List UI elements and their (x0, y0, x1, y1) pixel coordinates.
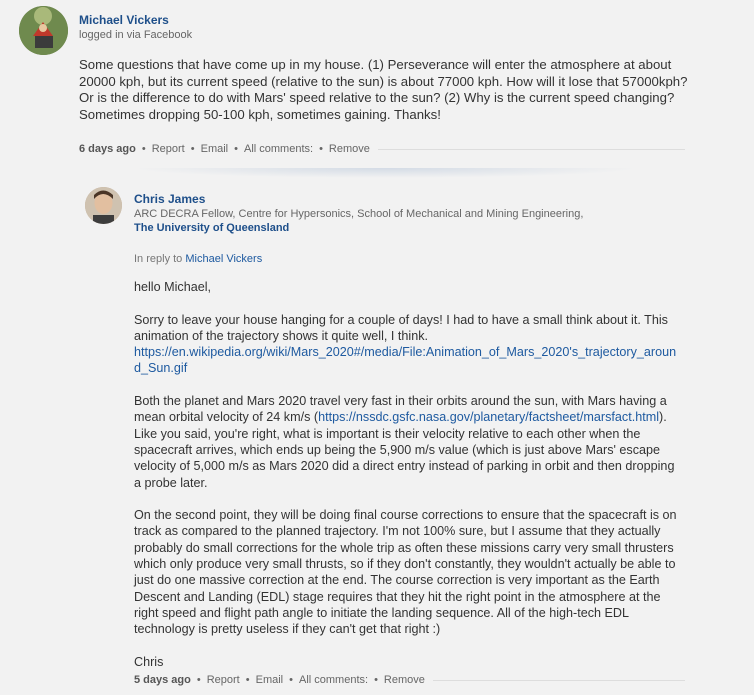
timestamp[interactable]: 6 days ago (79, 143, 136, 155)
comment-actions (79, 143, 685, 155)
report-link[interactable]: Report (151, 143, 185, 155)
in-reply-label: In reply to (134, 253, 183, 265)
nasa-factsheet-link[interactable]: https://nssdc.gsfc.nasa.gov/planetary/factsheet/marsfact.html (318, 410, 659, 425)
reply-paragraph-2 (134, 393, 682, 491)
avatar-chris-james[interactable] (85, 187, 122, 224)
actions-rule (433, 680, 685, 681)
author-name[interactable]: Chris James (134, 192, 206, 206)
university-link[interactable]: The University of Queensland (134, 222, 290, 234)
reply-body (134, 279, 682, 686)
email-link[interactable]: Email (200, 143, 229, 155)
comment-divider (130, 168, 640, 178)
timestamp[interactable]: 5 days ago (134, 674, 191, 686)
in-reply-to (134, 253, 262, 265)
reply-paragraph-3: On the second point, they will be doing final course corrections to ensure that the spacecraft is on track as compared to the planned trajectory. I'm not 100% sure, but I assume that they actually probably do small corrections for the whole trip as often these missions carry very small thrusters which only produce very small thrusts, so if they don't constantly, they wouldn't actually be able to just do one massive correction at the end. The course correction is very important as the Earth Descent and Landing (EDL) stage requires that they hit the right point in the atmosphere at the right speed and flight path angle to initiate the landing sequence. All of the high-tech EDL technology is pretty useless if they can't get that right :) (134, 508, 677, 637)
all-comments-link[interactable]: All comments: (298, 674, 369, 686)
author-name[interactable]: Michael Vickers (79, 13, 169, 27)
separator-dot: • (374, 674, 378, 686)
comment-text: Some questions that have come up in my house. (1) Perseverance will enter the atmosphere at about 20000 kph, but its current speed (relative to the sun) is about 77000 kph. How will it lose that 57000kph? Or is the difference to do with Mars' speed relative to the sun? (2) Why is the current speed changing? Sometimes dropping 50-100 kph, sometimes gaining. Thanks! (79, 57, 688, 122)
reply-actions (134, 674, 685, 686)
paragraph-text: ). Like you said, you're right, what is important is their velocity relative to each other when the spacecraft arrives, which ends up being the 5,900 m/s value (which is just above Mars' escape velocity of 5,000 m/s as Mars 2020 did a direct entry instead of parking in orbit and then dropping a probe later. (134, 410, 675, 490)
wikipedia-link[interactable]: https://en.wikipedia.org/wiki/Mars_2020#/media/File:Animation_of_Mars_2020's_trajectory_around_Sun.gif (134, 345, 677, 376)
avatar-image (19, 6, 68, 55)
reply-signoff: Chris (134, 654, 164, 669)
report-link[interactable]: Report (206, 674, 240, 686)
author-affiliation: ARC DECRA Fellow, Centre for Hypersonics, School of Mechanical and Mining Engineering, (134, 208, 584, 220)
comment-body (79, 57, 689, 123)
actions-rule (378, 149, 685, 150)
all-comments-link[interactable]: All comments: (243, 143, 314, 155)
reply-paragraph-1 (134, 312, 682, 377)
paragraph-text: Both the planet and Mars 2020 travel very fast in their orbits around the sun, with Mars having a mean orbital velocity of 24 km/s ( (134, 394, 667, 425)
avatar-image (85, 187, 122, 224)
separator-dot: • (289, 674, 293, 686)
separator-dot: • (245, 674, 250, 686)
separator-dot: • (319, 143, 323, 155)
separator-dot: • (190, 143, 195, 155)
remove-link[interactable]: Remove (328, 143, 370, 155)
separator-dot: • (141, 143, 146, 155)
separator-dot: • (234, 143, 238, 155)
reply-greeting: hello Michael, (134, 280, 212, 294)
paragraph-text: Sorry to leave your house hanging for a couple of days! I had to have a small think about it. This animation of the trajectory shows it quite well, I think. (134, 312, 668, 343)
login-note: logged in via Facebook (79, 29, 193, 41)
in-reply-name-link[interactable]: Michael Vickers (185, 253, 263, 265)
remove-link[interactable]: Remove (383, 674, 425, 686)
email-link[interactable]: Email (255, 674, 284, 686)
separator-dot: • (196, 674, 201, 686)
avatar-michael-vickers[interactable] (19, 6, 68, 55)
